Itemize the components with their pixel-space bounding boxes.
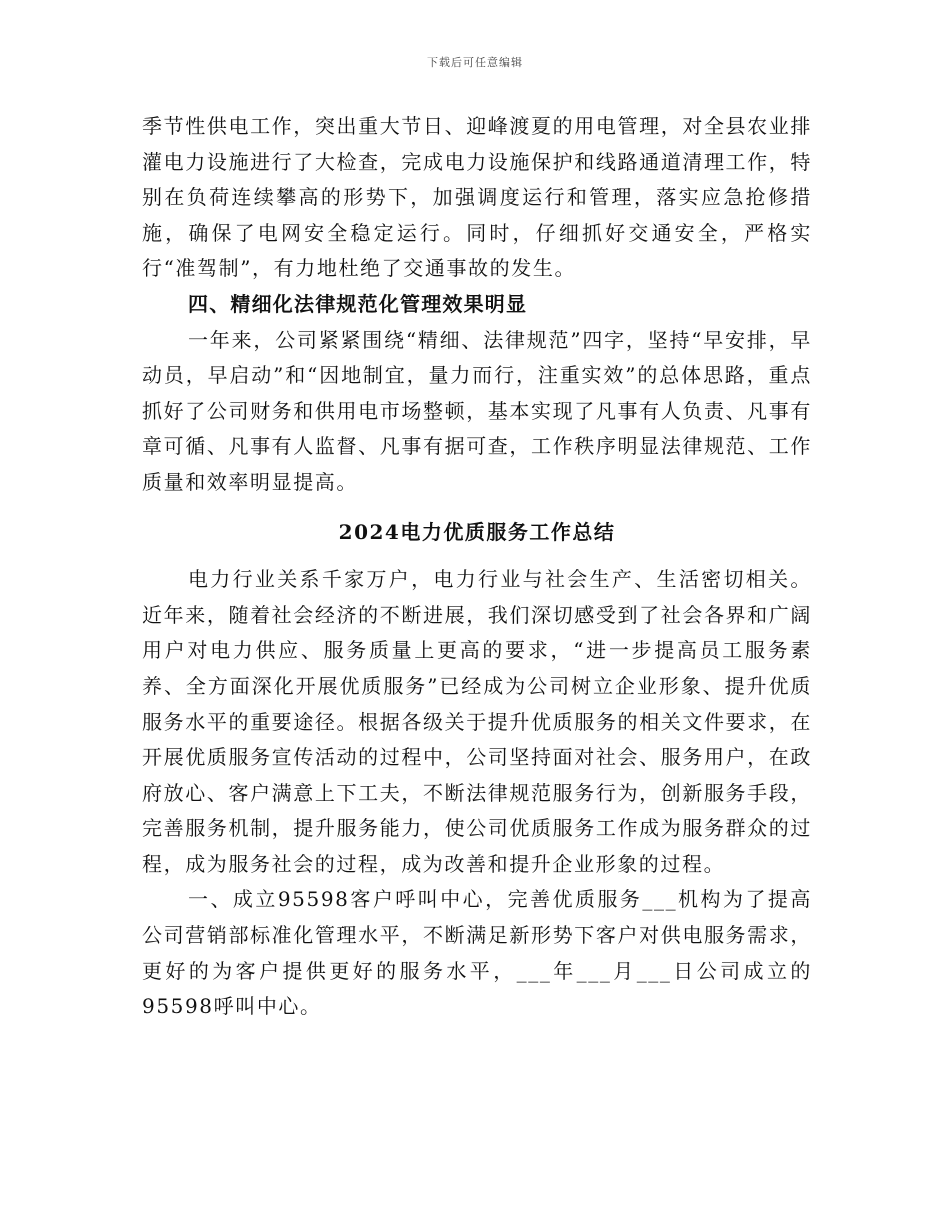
page-header-note: 下载后可任意编辑 (427, 56, 523, 69)
paragraph-intro: 电力行业关系千家万户，电力行业与社会生产、生活密切相关。近年来，随着社会经济的不断进展，我们深切感受到了社会各界和广阔用户对电力供应、服务质量上更高的要求，“进一步提高员工服务素养、全方面深化开展优质服务”已经成为公司树立企业形象、提升优质服务水平的重要途径。根据各级关于提升优质服务的相关文件要求，在开展优质服务宣传活动的过程中，公司坚持面对社会、服务用户，在政府放心、客户满意上下工夫，不断法律规范服务行为，创新服务手段，完善服务机制，提升服务能力，使公司优质服务工作成为服务群众的过程，成为服务社会的过程，成为改善和提升企业形象的过程。 (142, 567, 812, 876)
paragraph-continued: 季节性供电工作，突出重大节日、迎峰渡夏的用电管理，对全县农业排灌电力设施进行了大检查，完成电力设施保护和线路通道清理工作，特别在负荷连续攀高的形势下，加强调度运行和管理，落实应急抢修措施，确保了电网安全稳定运行。同时，仔细抓好交通安全，严格实行“准驾制”，有力地杜绝了交通事故的发生。 (142, 114, 812, 281)
document-title: 2024电力优质服务工作总结 (338, 519, 616, 544)
section-heading-four: 四、精细化法律规范化管理效果明显 (188, 291, 528, 316)
document-body (142, 109, 812, 1025)
paragraph-section-four: 一年来，公司紧紧围绕“精细、法律规范”四字，坚持“早安排，早动员，早启动”和“因地制宜，量力而行，注重实效”的总体思路，重点抓好了公司财务和供用电市场整顿，基本实现了凡事有人负责、凡事有章可循、凡事有人监督、凡事有据可查，工作秩序明显法律规范、工作质量和效率明显提高。 (142, 327, 812, 494)
paragraph-item-one: 一、成立95598客户呼叫中心，完善优质服务___机构为了提高公司营销部标准化管理水平，不断满足新形势下客户对供电服务需求，更好的为客户提供更好的服务水平，___年___月___日公司成立的95598呼叫中心。 (142, 887, 812, 1019)
